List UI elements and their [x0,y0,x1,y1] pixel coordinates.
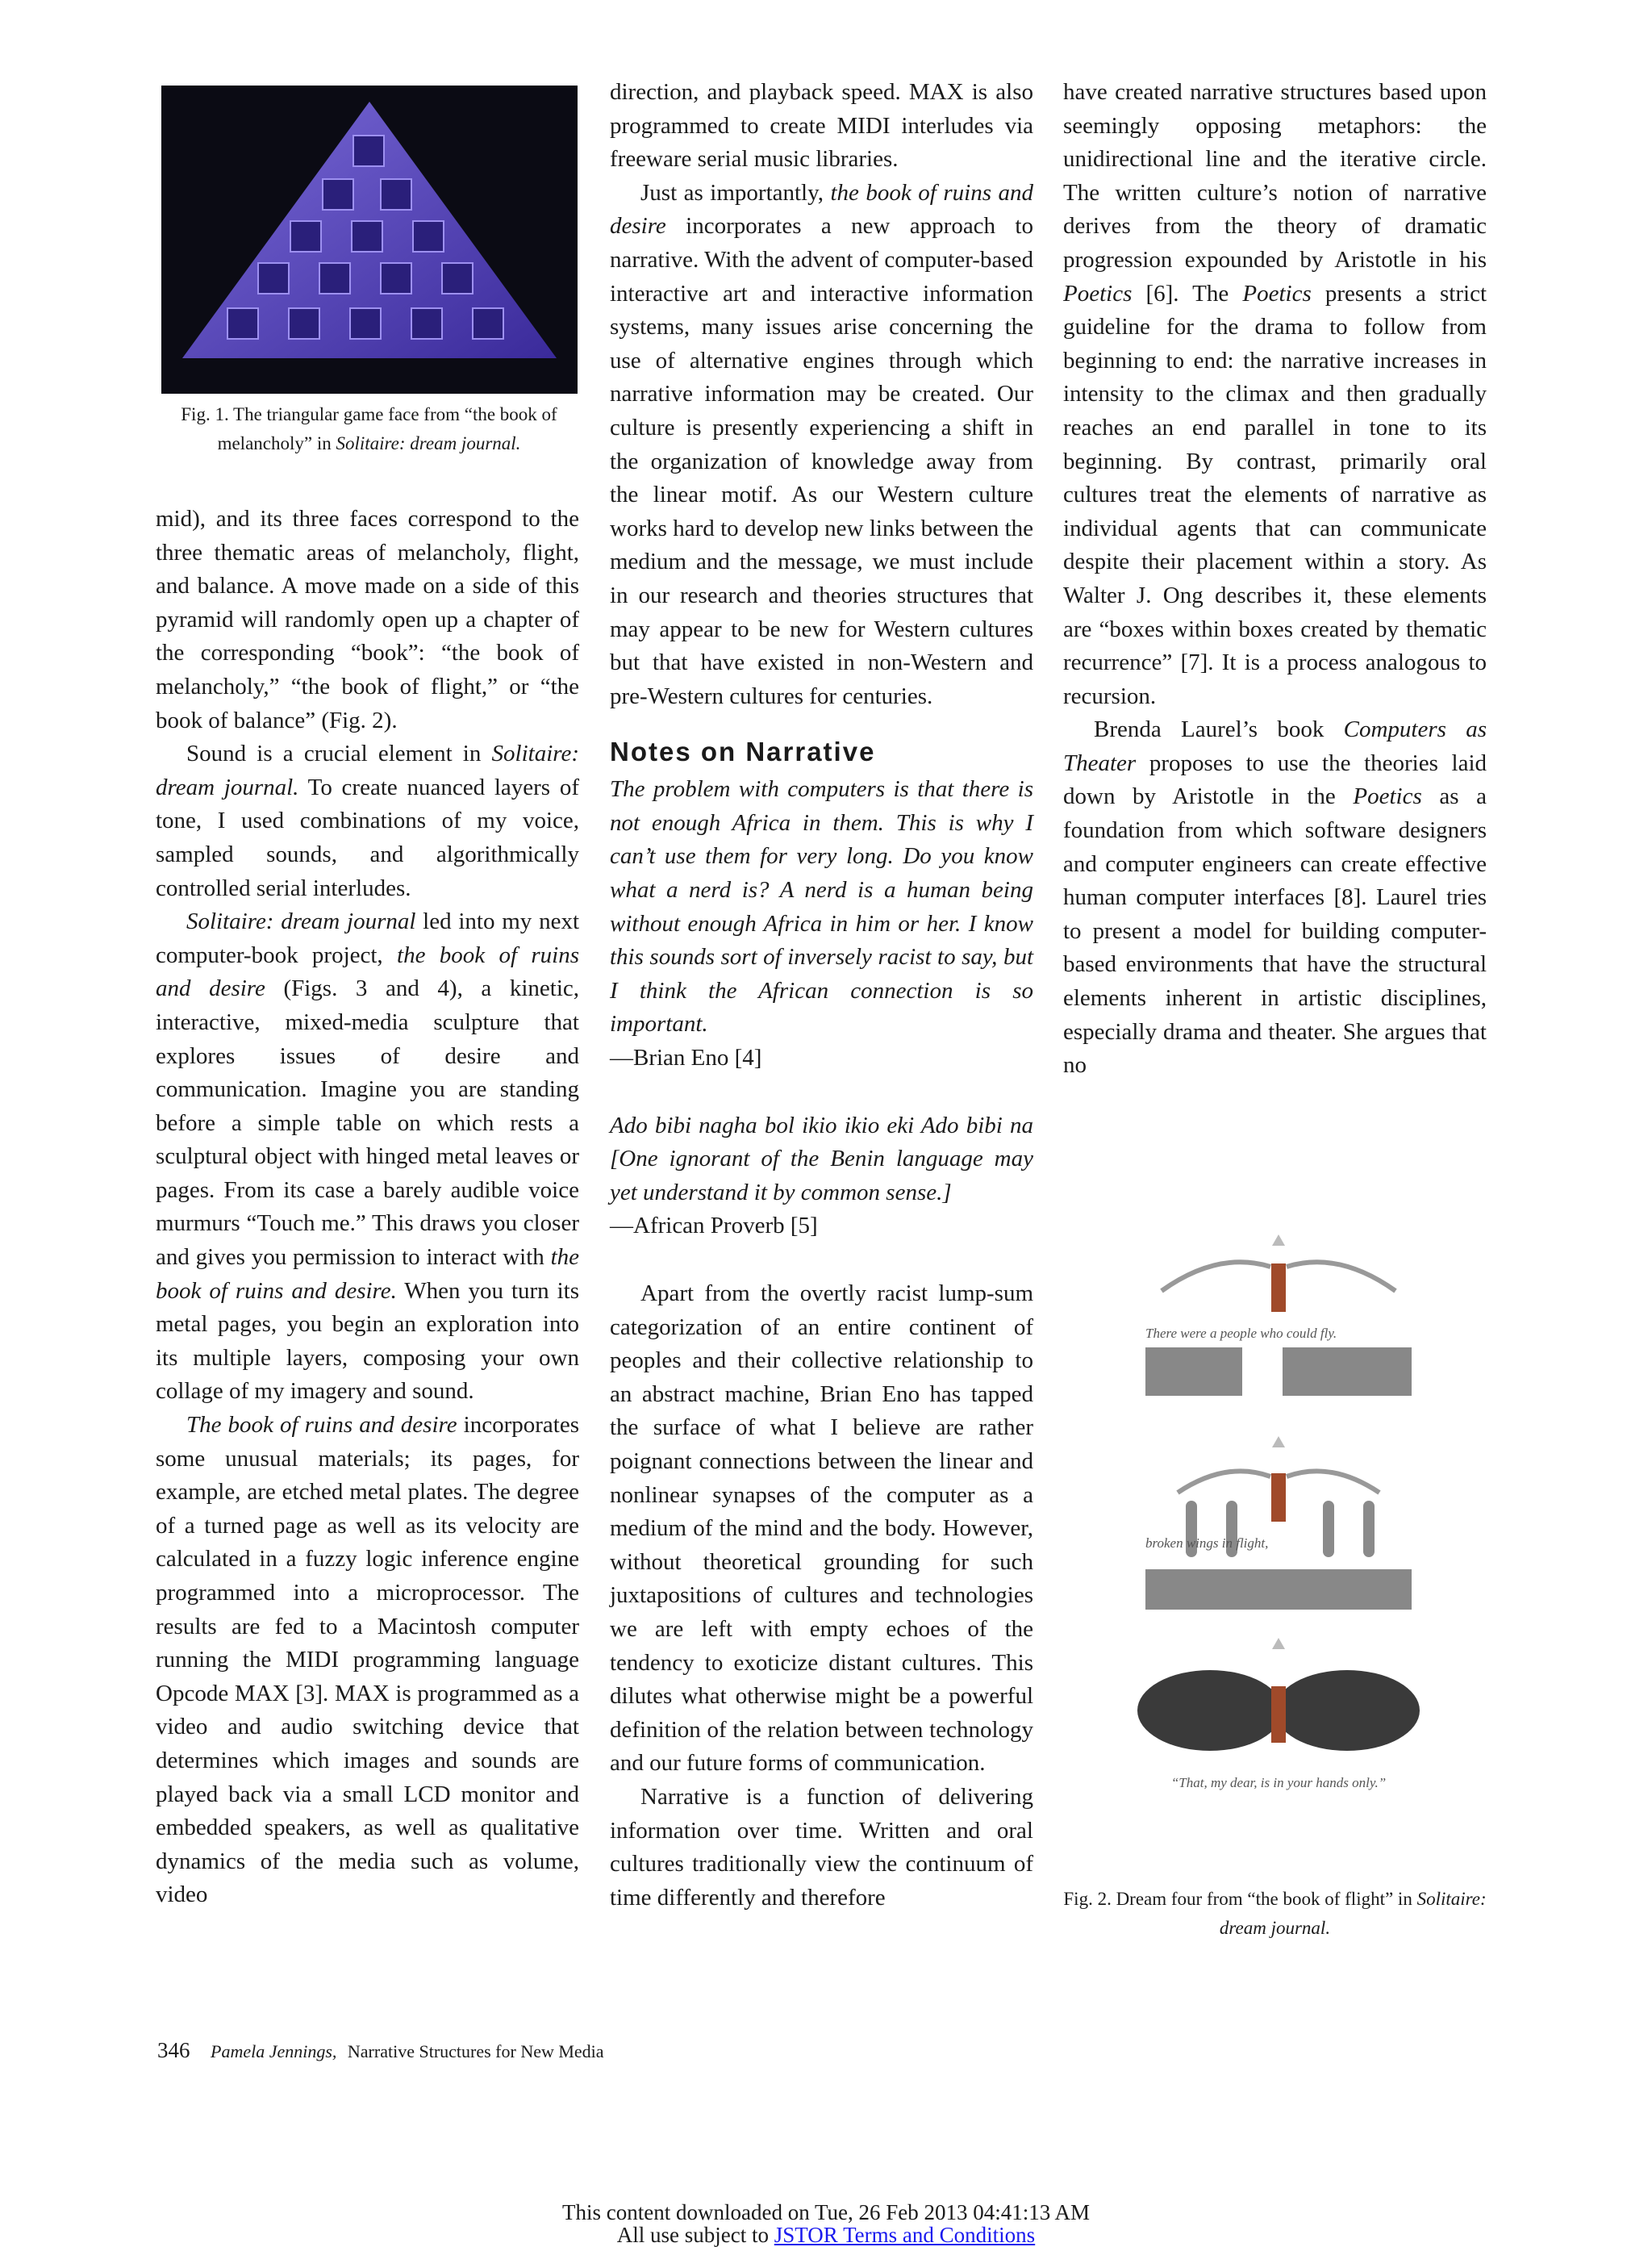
epigraph-attribution: —African Proverb [5] [610,1213,818,1239]
page-number: 346 [157,2038,190,2062]
paragraph: Narrative is a function of delivering information over time. Written and oral cultures traditionally view the continuum of time differently and therefore [610,1783,1033,1911]
figure-1-caption [157,400,581,458]
paragraph: have created narrative structures based upon seemingly opposing metaphors: the unidirectional line and the iterative circle. The written culture’s notion of narrative derives from the theory of dramatic progression expounded by Aristotle in his Poetics [6]. The Poetics presents a strict guideline for the drama to follow from beginning to end: the narrative increases in intensity to the climax and then gradually reaches an end parallel in tone to its beginning. By contrast, primarily oral cultures treat the elements of narrative as individual agents that can communicate despite their placement within a story. As Walter J. Ong describes it, these elements are “boxes within boxes created by thematic recurrence” [7]. It is a process analogous to recursion. [1063,79,1487,709]
paragraph: Brenda Laurel’s book Computers as Theater proposes to use the theories laid down by Aristotle in the Poetics as a foundation from which software designers and computer engineers can create effective human computer interfaces [8]. Laurel tries to present a model for building computer-based environments that have the structural elements inherent in artistic disciplines, especially drama and theater. She argues that no [1063,716,1487,1079]
epigraph-attribution: —Brian Eno [4] [610,1045,762,1071]
panel-text: There were a people who could fly. [1145,1326,1337,1341]
figure-2-image [1137,1234,1420,1831]
terms-line: All use subject to JSTOR Terms and Conditions [616,2223,1036,2247]
jstor-terms-link[interactable]: JSTOR Terms and Conditions [774,2223,1036,2247]
footer-title: Narrative Structures for New Media [347,2041,604,2061]
panel-2 [1145,1436,1412,1610]
panel-text: broken wings in flight, [1145,1535,1269,1551]
page-footer [157,2038,604,2063]
jstor-notice [0,2201,1652,2246]
paragraph: Sound is a crucial element in Solitaire: dream journal. To create nuanced layers of tone, I used combinations of my voice, sampled sounds, and algorithmically controlled serial interludes. [156,741,579,901]
caption-italic: Solitaire: dream journal. [336,433,521,453]
footer-author: Pamela Jennings, [211,2041,337,2061]
figure-1-image [161,86,578,394]
winged-figures-graphic [1137,1234,1420,1831]
pyramid-graphic [161,86,578,394]
caption-italic: Solitaire: dream journal. [1219,1889,1487,1938]
panel-text: “That, my dear, is in your hands only.” [1170,1775,1387,1790]
column-3 [1063,76,1487,1083]
paragraph: Solitaire: dream journal led into my next computer-book project, the book of ruins and desire (Figs. 3 and 4), a kinetic, interactive, mixed-media sculpture that explores issues of desire and communication. Imagine you are standing before a simple table on which rests a sculptural object with hinged metal leaves or pages. From its case a barely audible voice murmurs “Touch me.” This draws you closer and gives you permission to interact with the book of ruins and desire. When you turn its metal pages, you begin an exploration into its multiple layers, composing your own collage of my imagery and sound. [156,908,580,1405]
download-line: This content downloaded on Tue, 26 Feb 2013 04:41:13 AM [562,2200,1090,2224]
panel-1 [1145,1234,1412,1396]
paragraph: mid), and its three faces correspond to the three thematic areas of melancholy, flight, and balance. A move made on a side of this pyramid will randomly open up a chapter of the corresponding “book”: “the book of melancholy,” “the book of flight,” or “the book of balance” (Fig. 2). [156,506,579,733]
column-2 [610,76,1033,1915]
paragraph: Just as importantly, the book of ruins and desire incorporates a new approach to narrative. With the advent of computer-based interactive art and interactive information systems, many issues arise concerning the use of alternative engines through which narrative information may be created. Our culture is presently experiencing a shift in the organization of knowledge away from the linear motif. As our Western culture works hard to develop new links between the medium and the message, we must include in our research and theories structures that may appear to be new for Western cultures but that have existed in non-Western and pre-Western cultures for centuries. [610,179,1033,709]
epigraph-quote: Ado bibi nagha bol ikio ikio eki Ado bibi na [One ignorant of the Benin language may yet understand it by common sense.] [610,1112,1033,1205]
paragraph: direction, and playback speed. MAX is also programmed to create MIDI interludes via freeware serial music libraries. [610,79,1033,173]
figure-2-caption [1063,1885,1487,1943]
panel-3 [1137,1638,1420,1790]
caption-text: Fig. 1. The triangular game face from “the book of melancholy” in [181,404,557,453]
epigraph-quote: The problem with computers is that there is not enough Africa in them. This is why I can’t use them for very long. Do you know what a nerd is? A nerd is a human being without enough Africa in him or her. I know this sounds sort of inversely racist to say, but I think the African connection is so important. [610,776,1033,1038]
section-heading: Notes on Narrative [610,737,876,767]
paragraph: Apart from the overtly racist lump-sum categorization of an entire continent of peoples and their collective relationship to an abstract machine, Brian Eno has tapped the surface of what I believe are rather poignant connections between the linear and nonlinear synapses of the computer as a medium of the mind and the body. However, without theoretical grounding for such juxtapositions of cultures and technologies we are left with empty echoes of the tendency to exoticize distant cultures. This dilutes what otherwise might be a powerful definition of the relation between technology and our future forms of communication. [610,1280,1033,1777]
column-1 [156,503,579,1912]
paragraph: The book of ruins and desire incorporates some unusual materials; its pages, for example, are etched metal plates. The degree of a turned page as well as its velocity are calculated in a fuzzy logic inference engine programmed into a microprocessor. The results are fed to a Macintosh computer running the MIDI programming language Opcode MAX [3]. MAX is programmed as a video and audio switching device that determines which images and sounds are played back via a small LCD monitor and embedded speakers, as well as qualitative dynamics of the media such as volume, video [156,1412,579,1908]
caption-text: Fig. 2. Dream four from “the book of flight” in [1063,1889,1417,1909]
